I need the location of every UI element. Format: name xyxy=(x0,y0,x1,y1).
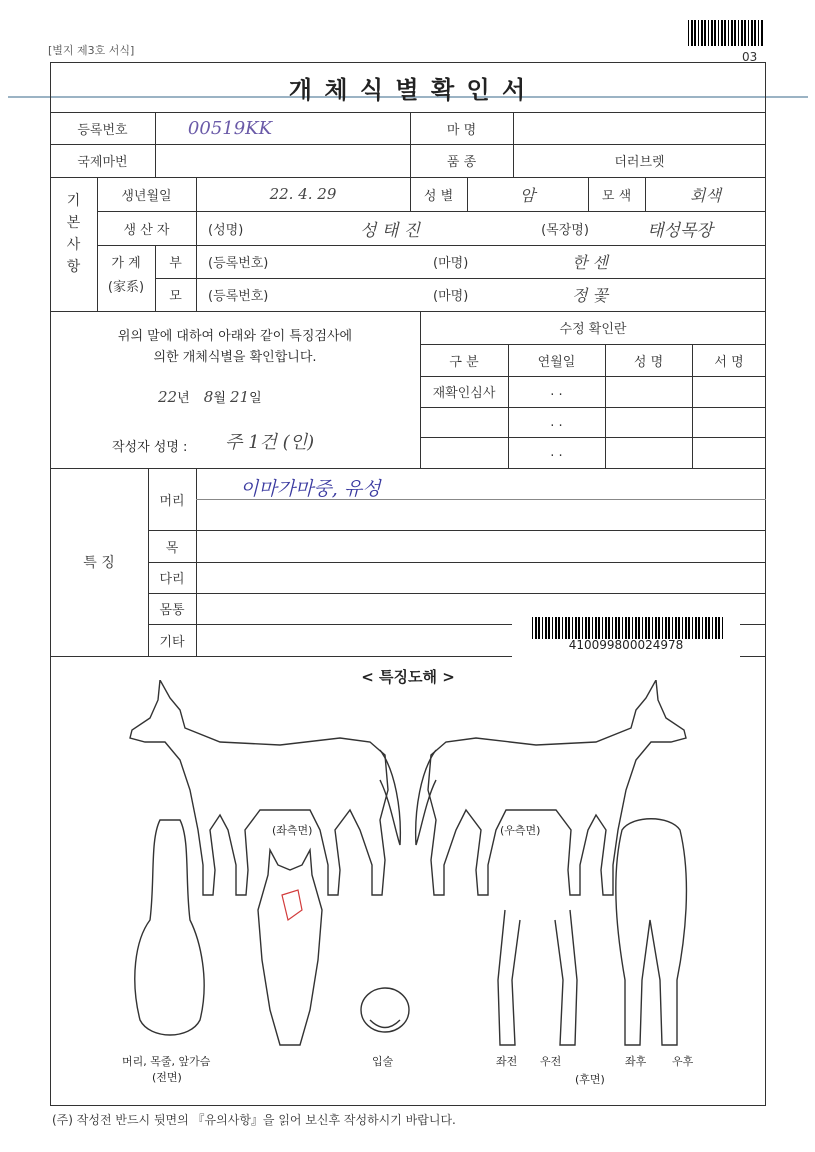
dam-reg-label: (등록번호) xyxy=(208,289,269,304)
right-hind-label: 우후 xyxy=(672,1055,694,1068)
reg-no-value: 00519KK xyxy=(187,117,273,139)
dam-label: 모 xyxy=(169,289,182,304)
writer-label: 작성자 성명 : xyxy=(112,440,188,455)
confirm-date: 22년 8월 21일 xyxy=(158,388,262,406)
page-title: 개 체 식 별 확 인 서 xyxy=(288,76,528,104)
producer-name: 성 태 진 xyxy=(359,220,421,241)
footer-note: (주) 작성전 반드시 뒷면의 『유의사항』을 읽어 보신후 작성하시기 바랍니다. xyxy=(52,1113,456,1127)
family-label: 가 계 (家系) xyxy=(107,256,145,295)
rev-dots-3: . . xyxy=(550,445,563,460)
birth-label: 생년월일 xyxy=(121,188,172,204)
sex-value: 암 xyxy=(519,185,536,205)
left-front-label: 좌전 xyxy=(496,1055,518,1068)
feature-neck-label: 목 xyxy=(165,540,179,556)
intl-name-label: 국제마번 xyxy=(77,155,128,170)
feature-head-value: 이마가마중, 유성 xyxy=(240,478,381,500)
form-label: [별지 제3호 서식] xyxy=(48,44,135,57)
horse-name-label: 마 명 xyxy=(446,122,477,138)
barcode xyxy=(532,617,724,639)
feature-head-label: 머리 xyxy=(159,493,185,509)
horse-name-value xyxy=(513,112,766,144)
rear-label: (후면) xyxy=(575,1073,605,1086)
right-side-label: (우측면) xyxy=(500,824,541,837)
dam-name: 정 꽃 xyxy=(572,286,608,305)
left-hind-label: 좌후 xyxy=(625,1055,647,1068)
horse-left-side xyxy=(130,680,400,895)
front-caption: 머리, 목줄, 앞가슴 xyxy=(122,1055,211,1068)
rev-header-type: 구 분 xyxy=(449,354,479,370)
feature-other-label: 기타 xyxy=(159,634,185,650)
breed-value: 더러브렛 xyxy=(614,155,665,170)
basic-side-label: 기 본 사 항 xyxy=(66,193,81,275)
farm-label: (목장명) xyxy=(541,222,589,238)
horse-head-view xyxy=(258,850,322,1045)
breed-label: 품 종 xyxy=(446,155,477,170)
page-number: 03 xyxy=(742,50,758,64)
confirm-statement-1: 위의 말에 대하여 아래와 같이 특징검사에 xyxy=(117,329,353,344)
features-label: 특 징 xyxy=(83,555,115,571)
producer-name-label: (성명) xyxy=(208,222,244,238)
reg-no-label: 등록번호 xyxy=(77,122,128,138)
sire-name-label: (마명) xyxy=(433,256,469,271)
left-side-label: (좌측면) xyxy=(272,824,313,837)
rev-dots-2: . . xyxy=(550,414,563,430)
top-barcode xyxy=(688,20,764,46)
barcode-number: 410099800024978 xyxy=(568,638,684,652)
horse-front-legs-view xyxy=(498,910,577,1045)
horse-right-side xyxy=(416,680,686,895)
color-label: 모 색 xyxy=(601,188,632,204)
right-front-label: 우전 xyxy=(540,1055,562,1068)
barcode-sticker xyxy=(512,613,740,657)
sire-name: 한 센 xyxy=(572,253,608,272)
confirm-statement-2: 의한 개체식별을 확인합니다. xyxy=(153,350,317,365)
rev-dots-1: . . xyxy=(550,384,563,399)
front-label: (전면) xyxy=(152,1071,182,1084)
rev-header-sign: 서 명 xyxy=(714,354,744,370)
rev-header-date: 연월일 xyxy=(537,354,576,370)
dam-name-label: (마명) xyxy=(433,289,469,304)
diagram-title: < 특징도해 > xyxy=(361,668,455,686)
feature-body-label: 몸통 xyxy=(159,603,185,618)
horse-diagram xyxy=(50,680,766,1080)
sex-label: 성 별 xyxy=(423,188,454,204)
feature-legs-label: 다리 xyxy=(159,572,185,587)
lips-label: 입술 xyxy=(372,1055,394,1068)
horse-rear-view xyxy=(616,819,687,1045)
sire-label: 부 xyxy=(169,256,182,271)
revision-title: 수정 확인란 xyxy=(559,322,627,337)
producer-label: 생 산 자 xyxy=(123,222,170,238)
writer-signature: 주 1건 (인) xyxy=(225,432,315,453)
intl-name-value xyxy=(155,144,410,177)
color-value: 회색 xyxy=(690,185,721,205)
horse-front-view xyxy=(135,820,204,1035)
birth-value: 22. 4. 29 xyxy=(269,185,337,203)
rev-row1-label: 재확인심사 xyxy=(432,386,496,401)
sire-reg-label: (등록번호) xyxy=(208,256,269,271)
farm-value: 태성목장 xyxy=(647,220,713,241)
horse-lips-view xyxy=(361,988,409,1032)
rev-header-name: 성 명 xyxy=(633,354,664,370)
